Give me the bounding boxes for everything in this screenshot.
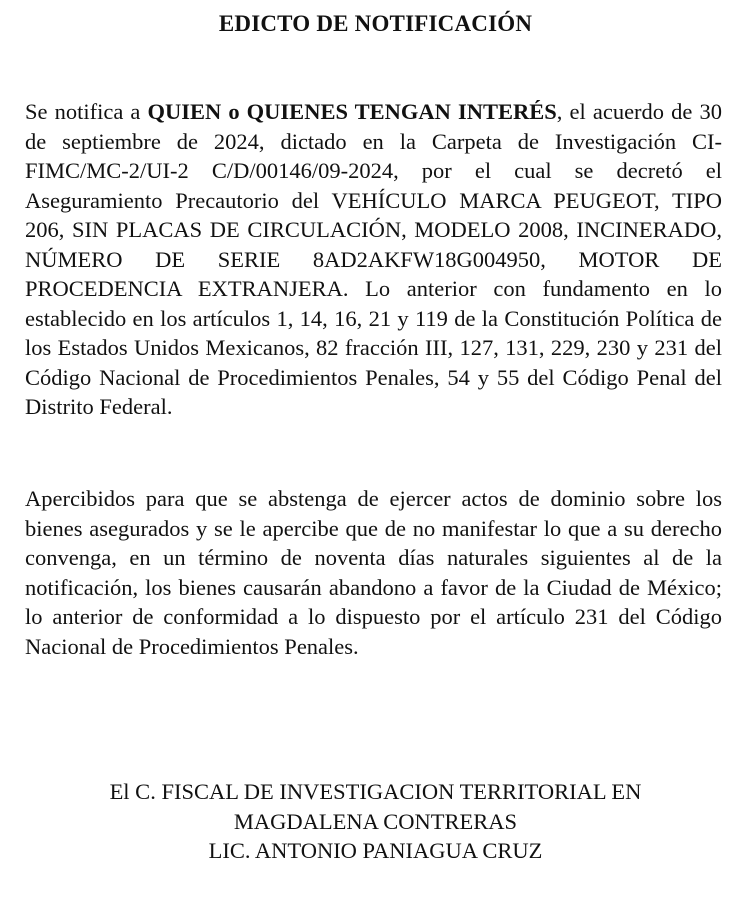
document-title: EDICTO DE NOTIFICACIÓN (218, 11, 533, 36)
warning-paragraph: Apercibidos para que se abstenga de ejercer actos de dominio sobre los bienes asegurados y se le apercibe que de no manifestar lo que a su derecho convenga, en un término de noventa días naturales siguientes al de la notificación, los bienes causarán abandono a favor de la Ciudad de México; lo anterior de conformidad a lo dispuesto por el artículo 231 del Código Nacional de Procedimientos Penales. (25, 486, 722, 659)
notification-paragraph (25, 97, 722, 422)
signature-block (0, 777, 751, 866)
paragraph-lead: Se notifica a (25, 99, 148, 124)
signature-line-2: MAGDALENA CONTRERAS (233, 808, 518, 834)
paragraph-body: , el acuerdo de 30 de septiembre de 2024, dictado en la Carpeta de Investigación CI- FIMC/MC-2/UI-2 C/D/00146/09-2024, por el cual se decretó el Aseguramiento Precautorio del VEHÍCULO MARCA PEUGEOT, TIPO 206, SIN PLACAS DE CIRCULACIÓN, MODELO 2008, INCINERADO, NÚMERO DE SERIE 8AD2AKFW18G004950, MOTOR DE PROCEDENCIA EXTRANJERA. Lo anterior con fundamento en lo establecido en los artículos 1, 14, 16, 21 y 119 de la Constitución Política de los Estados Unidos Mexicanos, 82 fracción III, 127, 131, 229, 230 y 231 del Código Nacional de Procedimientos Penales, 54 y 55 del Código Penal del Distrito Federal. (25, 99, 722, 419)
addressee: QUIEN o QUIENES TENGAN INTERÉS (147, 99, 557, 124)
signature-line-1: El C. FISCAL DE INVESTIGACION TERRITORIAL EN (109, 779, 642, 804)
signature-line-3: LIC. ANTONIO PANIAGUA CRUZ (208, 838, 543, 863)
